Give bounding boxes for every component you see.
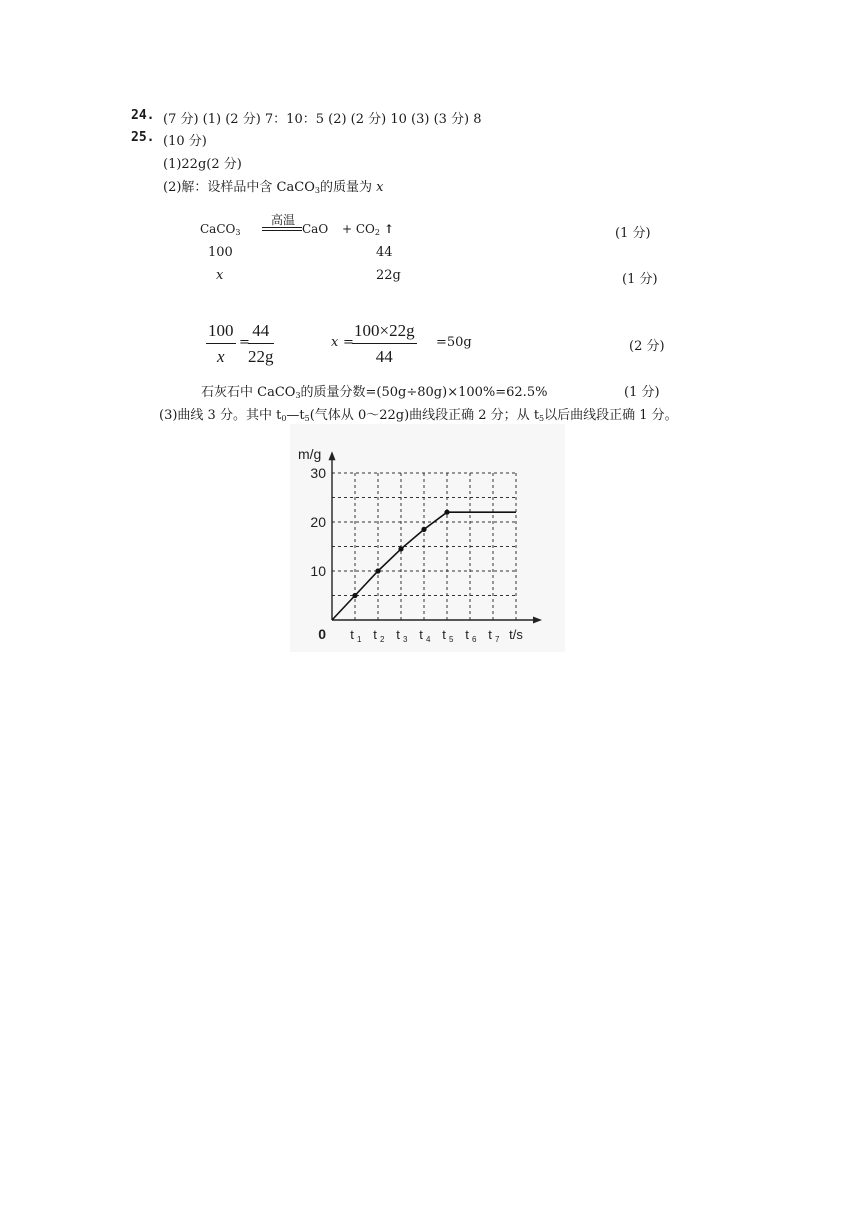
co2-mass-chart <box>290 424 565 652</box>
equation-score: (1 分) <box>615 226 651 241</box>
question-24-number: 24. <box>131 108 155 123</box>
data-point-t2 <box>375 568 380 573</box>
given-mass: 22g <box>376 268 401 283</box>
x-tick-label-t3: t <box>396 627 400 642</box>
x-tick-sub-1: 1 <box>357 635 362 644</box>
q25-part1: (1)22g(2 分) <box>163 157 242 172</box>
question-25-number: 25. <box>131 130 155 145</box>
equation-product-co2: + $CO_2$ ↑ <box>342 222 394 237</box>
equation-reactant: CaCO$_3$ <box>200 222 241 237</box>
proportion-equals: = <box>239 335 250 350</box>
x-tick-label-t1: t <box>350 627 354 642</box>
x-tick-label-t2: t <box>373 627 377 642</box>
x-axis-label: t/s <box>509 627 523 642</box>
y-tick-label-30: 30 <box>310 465 326 481</box>
x-tick-sub-7: 7 <box>495 635 500 644</box>
x-tick-sub-4: 4 <box>426 635 431 644</box>
x-tick-sub-2: 2 <box>380 635 385 644</box>
q25-part3: (3)曲线 3 分。其中 $t_0—t_5$(气体从 0～22g)曲线段正确 2 分；从 $t_5$以后曲线段正确 1 分。 <box>159 408 678 423</box>
x-tick-sub-6: 6 <box>472 635 477 644</box>
solve-result: =50g <box>436 335 472 350</box>
fraction-44-over-22g: $\frac{44}{22g}$ <box>248 321 274 366</box>
equation-line-bottom <box>262 230 302 231</box>
equation-condition: 高温 <box>270 213 295 227</box>
x-tick-label-t5: t <box>442 627 446 642</box>
mass-fraction-line: 石灰石中 CaCO$_3$的质量分数=(50g÷80g)×100%=62.5% <box>201 385 548 400</box>
y-tick-label-10: 10 <box>310 563 326 579</box>
x-tick-sub-3: 3 <box>403 635 408 644</box>
mass-fraction-score: (1 分) <box>624 385 660 400</box>
q25-part2-intro: (2)解：设样品中含 CaCO$_3$的质量为 x <box>163 180 384 195</box>
x-tick-label-t4: t <box>419 627 423 642</box>
mass-score: (1 分) <box>622 272 658 287</box>
chart-svg <box>290 424 565 652</box>
unknown-mass-var: x <box>216 268 224 283</box>
data-point-t5 <box>444 510 449 515</box>
x-tick-label-t7: t <box>488 627 492 642</box>
y-axis-arrow <box>329 451 336 460</box>
fraction-100-over-x: $\frac{100}{x}$ <box>208 321 234 366</box>
y-tick-label-20: 20 <box>310 514 326 530</box>
data-point-t3 <box>398 546 403 551</box>
fraction-solve: $\frac{100\times 22g}{44}$ <box>354 321 415 366</box>
question-25-score: (10 分) <box>163 134 207 149</box>
origin-label: 0 <box>318 626 326 642</box>
proportion-score: (2 分) <box>629 339 665 354</box>
solve-equals: = <box>343 335 354 350</box>
solve-var: x <box>331 335 339 350</box>
molar-mass-caco3: 100 <box>208 245 233 260</box>
question-24-answer: (7 分) (1) (2 分) 7：10：5 (2) (2 分) 10 (3) (3 分) 8 <box>163 112 482 127</box>
x-tick-label-t6: t <box>465 627 469 642</box>
molar-mass-co2: 44 <box>376 245 393 260</box>
data-point-t1 <box>352 593 357 598</box>
x-tick-sub-5: 5 <box>449 635 454 644</box>
data-point-t4 <box>421 527 426 532</box>
x-axis-arrow <box>533 617 542 624</box>
y-axis-label: m/g <box>298 446 322 463</box>
equation-product-cao: CaO <box>302 222 329 236</box>
equation-line-top <box>262 227 302 228</box>
